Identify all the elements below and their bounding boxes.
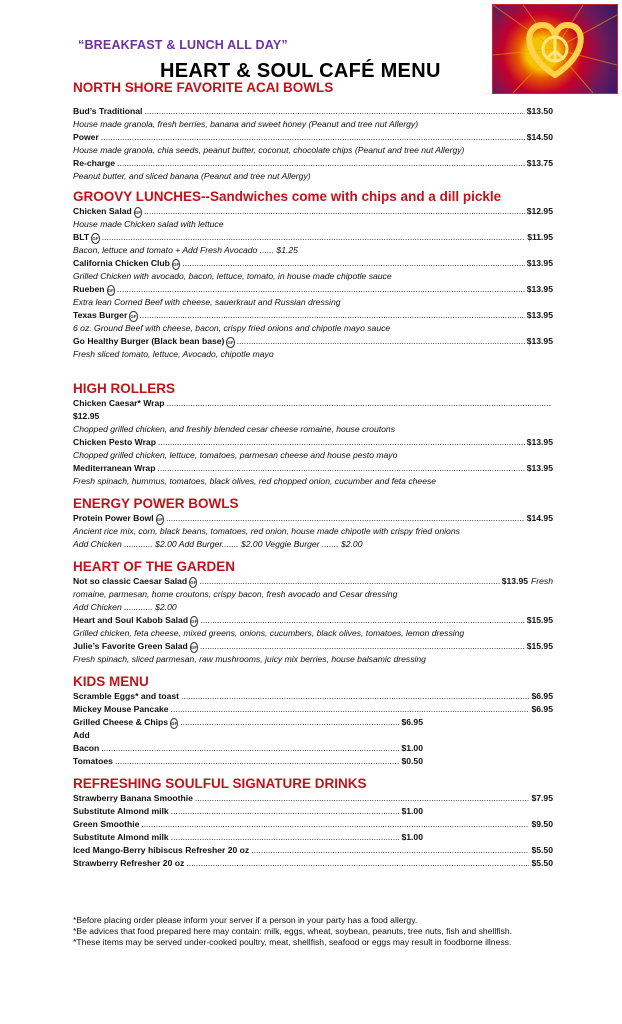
item-name: Chicken Caesar* Wrap — [73, 398, 165, 408]
dot-leader — [144, 205, 525, 218]
item-name: Green Smoothie — [73, 819, 140, 829]
gluten-free-icon: GF — [91, 233, 100, 244]
menu-item — [73, 703, 553, 716]
gluten-free-icon: GF — [189, 577, 197, 588]
item-name: Grilled Cheese & Chips — [73, 717, 169, 727]
item-price: $1.00 — [401, 806, 423, 816]
menu-item — [73, 742, 423, 755]
item-name: Mediterranean Wrap — [73, 463, 156, 473]
item-name: California Chicken Club — [73, 258, 170, 268]
dot-leader — [237, 335, 525, 348]
item-description: Fresh spinach, sliced parmesan, raw mushrooms, juicy mix berries, house balsamic dressing — [73, 654, 426, 664]
item-name: Chicken Salad — [73, 206, 132, 216]
item-description: Chopped grilled chicken, lettuce, tomatoes, parmesan cheese and house pesto mayo — [73, 450, 398, 460]
item-name: BLT — [73, 232, 90, 242]
gluten-free-icon: GF — [129, 311, 137, 322]
item-price: $13.95 — [501, 576, 529, 586]
item-name: Chicken Pesto Wrap — [73, 437, 156, 447]
item-name: Re-charge — [73, 158, 116, 168]
note-line: *These items may be served under-cooked poultry, meat, shellfish, seafood or eggs may result in foodborne illness. — [73, 937, 512, 947]
dot-leader — [141, 818, 529, 831]
menu-item — [73, 831, 423, 844]
dot-leader — [102, 231, 525, 244]
section-title: ENERGY POWER BOWLS — [73, 496, 239, 511]
item-price: $5.50 — [531, 845, 553, 855]
page-title: HEART & SOUL CAFÉ MENU — [160, 60, 441, 82]
item-name: Not so classic Caesar Salad — [73, 576, 188, 586]
menu-section — [73, 674, 553, 768]
item-price: $14.95 — [526, 513, 553, 523]
gluten-free-icon: GF — [190, 642, 198, 653]
note-line: *Before placing order please inform your server if a person in your party has a food allergy. — [73, 915, 418, 925]
menu-item — [73, 231, 553, 244]
tagline: “BREAKFAST & LUNCH ALL DAY” — [78, 38, 288, 52]
item-price: $13.50 — [526, 106, 553, 116]
dot-leader — [158, 436, 525, 449]
menu-section — [73, 189, 553, 361]
dot-leader — [117, 283, 525, 296]
menu-item — [73, 309, 553, 322]
item-price: $0.50 — [401, 756, 423, 766]
item-description: Fresh sliced tomato, lettuce, Avocado, chipotle mayo — [73, 349, 274, 359]
gluten-free-icon: GF — [226, 337, 234, 348]
item-description: Bacon, lettuce and tomato + Add Fresh Avocado ...... $1.25 — [73, 245, 298, 255]
menu-item — [73, 512, 553, 525]
item-name: Scramble Eggs* and toast — [73, 691, 180, 701]
dot-leader — [115, 755, 400, 768]
item-description: Grilled Chicken with avocado, bacon, lettuce, tomato, in house made chipotle sauce — [73, 271, 392, 281]
item-name: Substitute Almond milk — [73, 806, 169, 816]
menu-section — [73, 776, 553, 870]
item-name: Iced Mango-Berry hibiscus Refresher 20 oz — [73, 845, 250, 855]
menu-item — [73, 805, 423, 818]
item-price: $12.95 — [526, 206, 553, 216]
section-title: REFRESHING SOULFUL SIGNATURE DRINKS — [73, 776, 367, 791]
item-price: $13.95 — [526, 463, 553, 473]
item-description: romaine, parmesan, home croutons, crispy bacon, fresh avocado and Cesar dressing — [73, 589, 398, 599]
item-name: Texas Burger — [73, 310, 128, 320]
note-line: *Be advices that food prepared here may contain: milk, eggs, wheat, soybean, peanuts, tree nuts, fish and shellfish. — [73, 926, 513, 936]
menu-item — [73, 818, 553, 831]
dot-leader — [251, 844, 529, 857]
item-price: $14.50 — [526, 132, 553, 142]
menu-item — [73, 257, 553, 270]
menu-item — [73, 462, 553, 475]
menu-item — [73, 755, 423, 768]
gluten-free-icon: GF — [107, 285, 115, 296]
section-title: NORTH SHORE FAVORITE ACAI BOWLS — [73, 80, 334, 95]
item-price: $13.75 — [526, 158, 553, 168]
item-price: $13.95 — [526, 310, 553, 320]
dot-leader — [144, 105, 524, 118]
item-price: $6.95 — [401, 717, 423, 727]
gluten-free-icon: GF — [190, 616, 198, 627]
dot-leader — [166, 512, 525, 525]
menu-section — [73, 80, 553, 183]
item-description: Peanut butter, and sliced banana (Peanut and tree nut Allergy) — [73, 171, 311, 181]
item-description: Extra lean Corned Beef with cheese, sauerkraut and Russian dressing — [73, 297, 341, 307]
menu-item — [73, 716, 423, 729]
menu-item — [73, 397, 553, 410]
item-price: $13.95 — [526, 258, 553, 268]
dot-leader — [171, 831, 400, 844]
gluten-free-icon: GF — [170, 718, 178, 729]
item-name: Substitute Almond milk — [73, 832, 169, 842]
item-price: $1.00 — [401, 743, 423, 753]
section-title: GROOVY LUNCHES--Sandwiches come with chips and a dill pickle — [73, 189, 502, 204]
item-price: $6.95 — [531, 704, 553, 714]
gluten-free-icon: GF — [134, 207, 142, 218]
item-description: Fresh spinach, hummus, tomatoes, black olives, red chopped onion, cucumber and feta cheese — [73, 476, 437, 486]
section-title: HEART OF THE GARDEN — [73, 559, 235, 574]
menu-item — [73, 640, 553, 653]
item-name: Rueben — [73, 284, 105, 294]
dot-leader — [186, 857, 529, 870]
menu-item — [73, 436, 553, 449]
item-name: Protein Power Bowl — [73, 513, 154, 523]
dot-leader — [157, 462, 524, 475]
item-description: House made Chicken salad with lettuce — [73, 219, 224, 229]
item-description: 6 oz. Ground Beef with cheese, bacon, crispy fried onions and chipotle mayo sauce — [73, 323, 391, 333]
item-name: Strawberry Banana Smoothie — [73, 793, 193, 803]
item-desc-lead: Fresh — [531, 576, 553, 586]
item-price: $13.95 — [526, 336, 553, 346]
item-description: Ancient rice mix, corn, black beans, tomatoes, red onion, house made chipotle with crispy fried onions — [73, 526, 460, 536]
item-description: House made granola, fresh berries, banana and sweet honey (Peanut and tree nut Allergy) — [73, 119, 419, 129]
item-price: $7.95 — [531, 793, 553, 803]
item-price: $15.95 — [526, 641, 553, 651]
item-name: Strawberry Refresher 20 oz — [73, 858, 185, 868]
menu-item — [73, 575, 553, 588]
item-name: Bacon — [73, 743, 100, 753]
dot-leader — [171, 805, 400, 818]
dot-leader — [171, 703, 530, 716]
dot-leader — [140, 309, 525, 322]
item-name: Go Healthy Burger (Black bean base) — [73, 336, 225, 346]
menu-section — [73, 381, 553, 488]
item-description: Add Chicken ............ $2.00 — [73, 602, 177, 612]
dot-leader — [182, 257, 525, 270]
dot-leader — [200, 640, 525, 653]
item-price: $15.95 — [526, 615, 553, 625]
menu-item — [73, 157, 553, 170]
item-price: $13.95 — [526, 284, 553, 294]
menu-item — [73, 283, 553, 296]
dot-leader — [117, 157, 525, 170]
item-price: $6.95 — [531, 691, 553, 701]
item-name: Mickey Mouse Pancake — [73, 704, 169, 714]
item-name: Power — [73, 132, 99, 142]
item-price: $5.50 — [531, 858, 553, 868]
item-price: $13.95 — [526, 437, 553, 447]
item-description: House made granola, chia seeds, peanut butter, coconut, chocolate chips (Peanut and tree nut Allergy) — [73, 145, 465, 155]
item-description: Add Chicken ............ $2.00 Add Burger....... $2.00 Veggie Burger ....... $2.00 — [73, 539, 363, 549]
menu-section — [73, 496, 553, 551]
dot-leader — [181, 690, 529, 703]
allergy-notes — [73, 915, 548, 948]
dot-leader — [200, 614, 524, 627]
item-price: $11.95 — [527, 232, 553, 242]
menu-item — [73, 729, 553, 742]
dot-leader — [101, 742, 399, 755]
dot-leader — [199, 575, 499, 588]
item-price: $12.95 — [73, 411, 100, 421]
dot-leader — [167, 397, 551, 410]
menu-item — [73, 105, 553, 118]
gluten-free-icon: GF — [172, 259, 180, 270]
dot-leader — [101, 131, 525, 144]
menu-section — [73, 559, 553, 666]
item-description: Grilled chicken, feta cheese, mixed greens, onions, cucumbers, black olives, tomatoes, lemon dressing — [73, 628, 465, 638]
menu-item — [73, 792, 553, 805]
section-title: KIDS MENU — [73, 674, 149, 689]
item-name: Heart and Soul Kabob Salad — [73, 615, 189, 625]
item-name: Julie’s Favorite Green Salad — [73, 641, 188, 651]
gluten-free-icon: GF — [156, 514, 164, 525]
menu-item — [73, 857, 553, 870]
menu-item — [73, 205, 553, 218]
item-name: Add — [73, 730, 90, 740]
dot-leader — [180, 716, 399, 729]
menu-item — [73, 614, 553, 627]
item-name: Tomatoes — [73, 756, 113, 766]
item-name: Bud’s Traditional — [73, 106, 143, 116]
menu-item — [73, 335, 553, 348]
menu-content — [73, 80, 553, 870]
section-title: HIGH ROLLERS — [73, 381, 176, 396]
dot-leader — [195, 792, 530, 805]
item-price: $9.50 — [531, 819, 553, 829]
item-price: $1.00 — [401, 832, 423, 842]
menu-item — [73, 690, 553, 703]
menu-item — [73, 844, 553, 857]
menu-item — [73, 131, 553, 144]
item-description: Chopped grilled chicken, and freshly blended cesar cheese romaine, house croutons — [73, 424, 395, 434]
